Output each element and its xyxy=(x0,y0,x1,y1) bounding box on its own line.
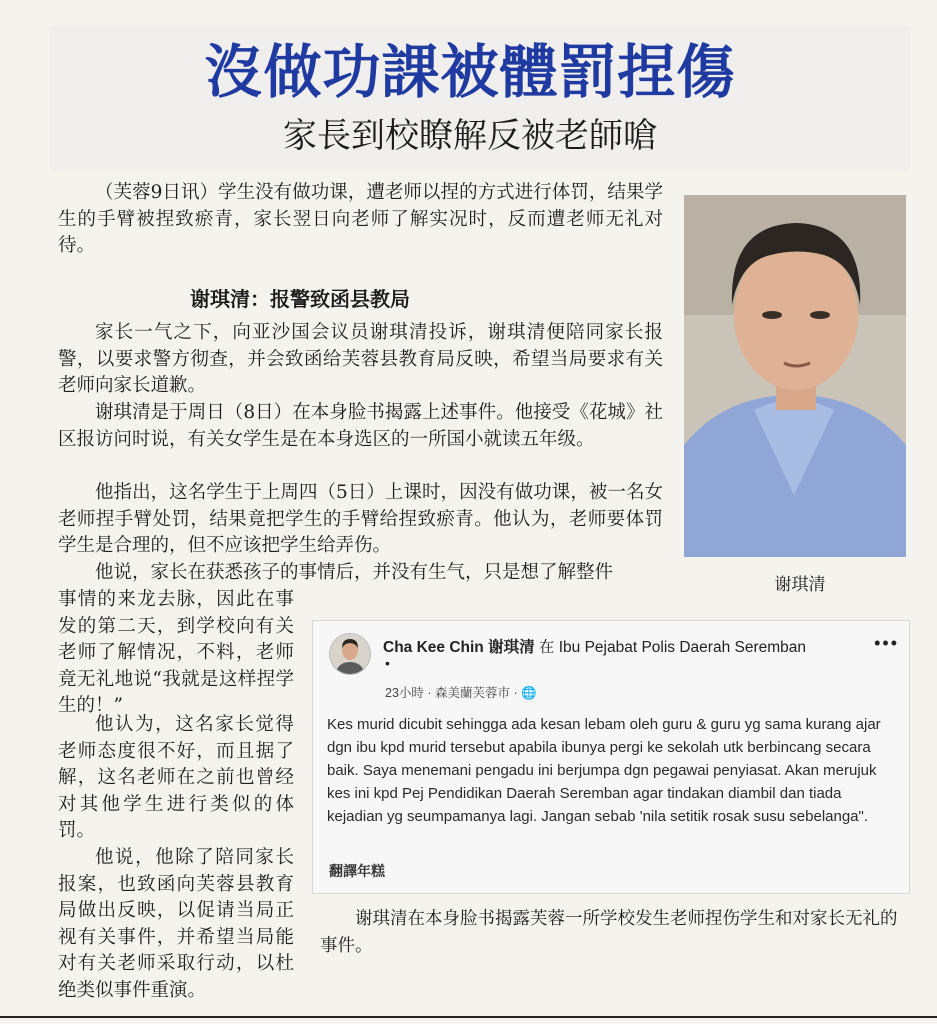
post-author-line xyxy=(383,635,806,657)
headline: 沒做功課被體罰捏傷 xyxy=(204,38,736,106)
portrait-photo xyxy=(684,195,906,557)
portrait-illustration xyxy=(684,195,906,557)
lead-paragraph: （芙蓉9日讯）学生没有做功课，遭老师以捏的方式进行体罚，结果学生的手臂被捏致瘀青，家长翌日向老师了解实况时，反而遭老师无礼对待。 xyxy=(58,182,663,256)
section-heading: 谢琪清：报警致函县教局 xyxy=(190,287,410,311)
post-author[interactable]: Cha Kee Chin 谢琪清 xyxy=(383,639,535,656)
left-column-paragraph-2: 他认为，这名家长觉得老师态度很不好，而且据了解，这名老师在之前也曾经对其他学生进行类似的体罚。 xyxy=(58,714,294,841)
separator-dot: • xyxy=(385,655,390,671)
avatar-image xyxy=(330,634,370,674)
left-column-paragraph-3: 他说，他除了陪同家长报案，也致函向芙蓉县教育局做出反映，以促请当局正视有关事件，并希望当局能对有关老师采取行动，以杜绝类似事件重演。 xyxy=(58,847,294,1001)
post-meta: 23小時 · 森美蘭芙蓉市 · 🌐 xyxy=(385,686,537,700)
post-location[interactable]: Ibu Pejabat Polis Daerah Seremban xyxy=(558,639,807,656)
avatar[interactable] xyxy=(329,633,371,675)
subheadline: 家長到校瞭解反被老師嗆 xyxy=(283,116,657,156)
location-prefix: 在 xyxy=(538,639,555,656)
paragraph-4: 他说，家长在获悉孩子的事情后，并没有生气，只是想了解整件 xyxy=(95,562,614,583)
paragraph-1: 家长一气之下，向亚沙国会议员谢琪清投诉，谢琪清便陪同家长报警，以要求警方彻查，并会致函给芙蓉县教育局反映，希望当局要求有关老师向家长道歉。 xyxy=(58,322,663,396)
post-body: Kes murid dicubit sehingga ada kesan lebam oleh guru & guru yg sama kurang ajar dgn ibu kpd murid tersebut apabila ibunya pergi ke sekolah utk berbincang secara baik. Saya menemani pengadu ini berjumpa dgn pegawai penyiasat. Akan merujuk kes ini kpd Pej Pendidikan Daerah Seremban agar tindakan diambil dan tiada kejadian yg seumpamanya lagi. Jangan sebab 'nila setitik rosak susu sebelanga". xyxy=(327,716,881,825)
photo-caption: 谢琪清 xyxy=(774,575,826,595)
screenshot-caption: 谢琪清在本身脸书揭露芙蓉一所学校发生老师捏伤学生和对家长无礼的事件。 xyxy=(320,909,898,956)
paragraph-2: 谢琪清是于周日（8日）在本身脸书揭露上述事件。他接受《花城》社区报访问时说，有关女学生是在本身选区的一所国小就读五年级。 xyxy=(58,402,663,450)
more-options-icon[interactable]: ••• xyxy=(874,633,899,653)
paragraph-3: 他指出，这名学生于上周四（5日）上课时，因没有做功课，被一名女老师捏手臂处罚，结果竟把学生的手臂给捏致瘀青。他认为，老师要体罚学生是合理的，但不应该把学生给弄伤。 xyxy=(58,482,663,556)
bottom-divider xyxy=(0,1016,937,1018)
translate-label[interactable]: 翻譯年糕 xyxy=(329,864,385,880)
left-column-paragraph-1: 事情的来龙去脉，因此在事发的第二天，到学校向有关老师了解情况，不料，老师竟无礼地说“我就是这样捏学生的！” xyxy=(58,589,294,716)
facebook-post-screenshot xyxy=(312,620,910,894)
